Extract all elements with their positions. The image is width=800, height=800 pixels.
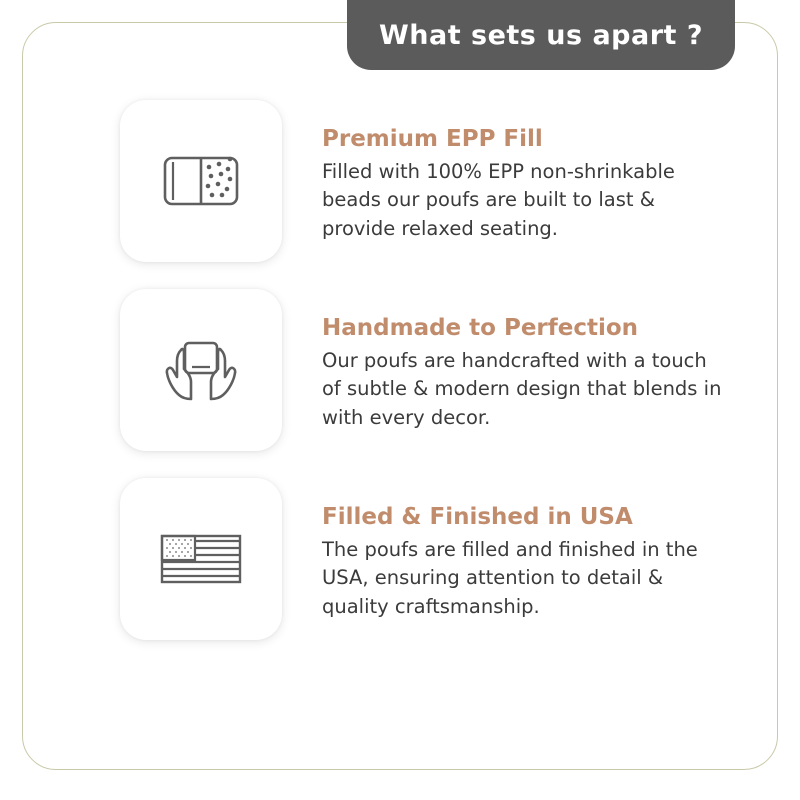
page-title: What sets us apart ? bbox=[378, 19, 704, 51]
feature-description: The poufs are filled and finished in the USA, ensuring attention to detail & quality craftsmanship. bbox=[322, 537, 698, 618]
feature-title: Filled & Finished in USA bbox=[322, 504, 633, 530]
feature-title: Handmade to Perfection bbox=[322, 315, 639, 341]
feature-icon-card bbox=[120, 478, 282, 640]
feature-description: Filled with 100% EPP non-shrinkable beads our poufs are built to last & provide relaxed seating. bbox=[322, 159, 675, 240]
usa-flag-icon bbox=[151, 509, 251, 609]
feature-title: Premium EPP Fill bbox=[322, 126, 543, 152]
feature-text bbox=[282, 100, 722, 244]
feature-item bbox=[0, 100, 800, 262]
feature-description: Our poufs are handcrafted with a touch of subtle & modern design that blends in with every decor. bbox=[322, 348, 722, 429]
feature-icon-card bbox=[120, 100, 282, 262]
epp-beads-pouf-icon bbox=[151, 131, 251, 231]
feature-icon-card bbox=[120, 289, 282, 451]
features-list bbox=[0, 100, 800, 667]
feature-text bbox=[282, 478, 722, 622]
feature-text bbox=[282, 289, 722, 433]
header-banner bbox=[347, 0, 735, 70]
feature-item bbox=[0, 289, 800, 451]
feature-item bbox=[0, 478, 800, 640]
handmade-hands-icon bbox=[151, 320, 251, 420]
